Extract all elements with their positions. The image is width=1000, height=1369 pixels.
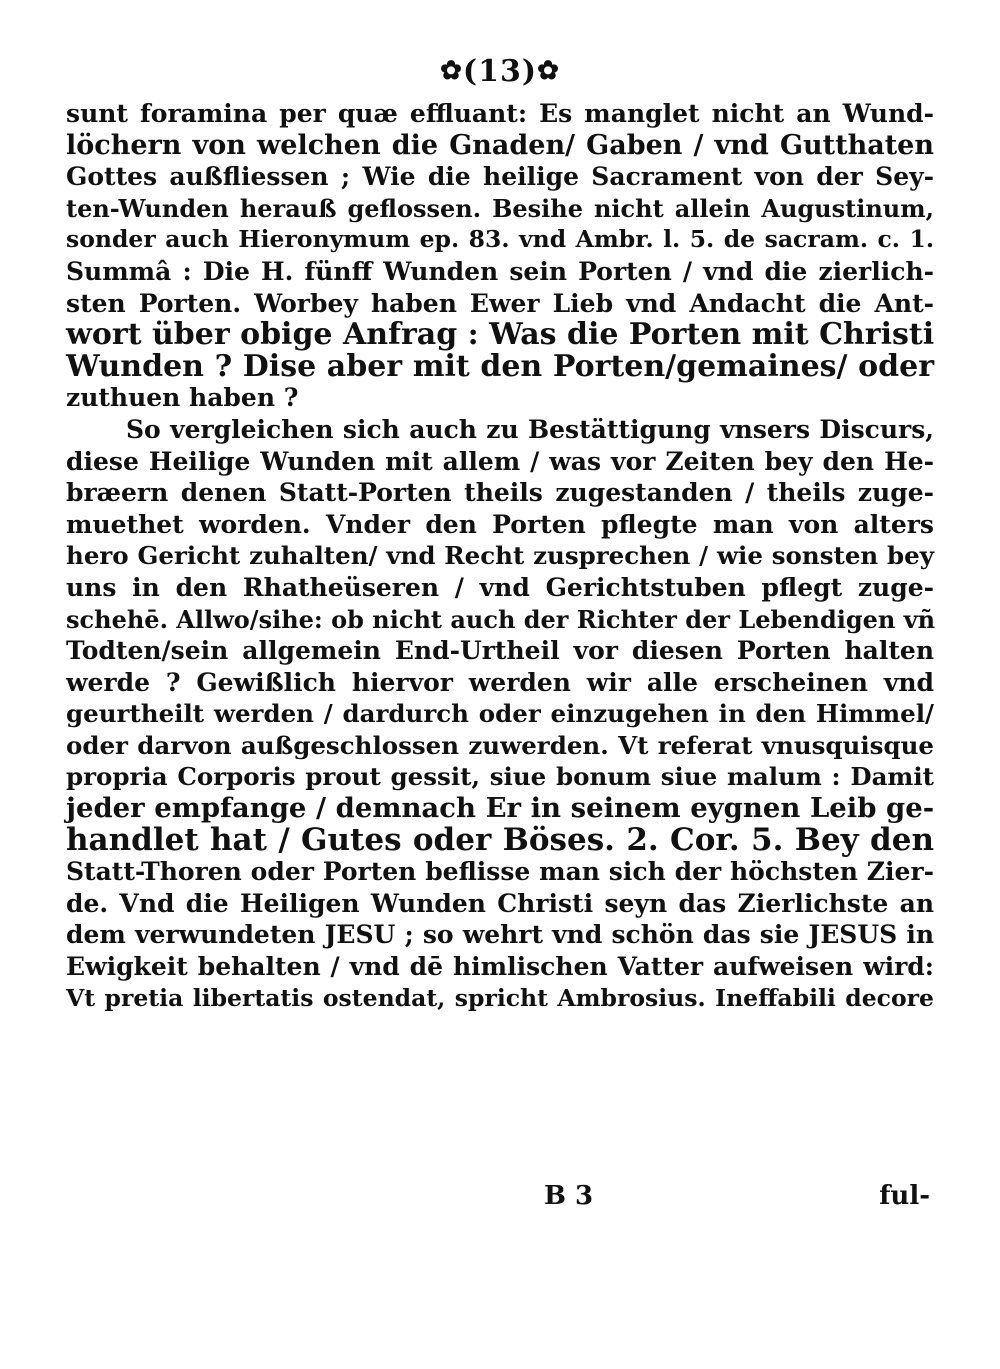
text-line: handlet hat / Gutes oder Böses. 2. Cor. 5. Bey den [66,821,934,858]
text-line: dem verwundeten JESU ; so wehrt vnd schön das sie JESUS in [66,920,934,950]
text-line: bræern denen Statt-Porten theils zugestanden / theils zuge- [66,478,934,508]
text-line: uns in den Rhatheüseren / vnd Gerichtstuben pflegt zuge- [66,572,934,602]
page-header [0,52,1000,89]
page-number: (13) [462,53,538,89]
text-line: Wunden ? Dise aber mit den Porten/gemaines/ oder [66,348,934,384]
page-footer [66,1181,934,1217]
text-line: sunt foramina per quæ effluant: Es manglet nicht an Wund- [66,99,934,128]
text-line: diese Heilige Wunden mit allem / was vor Zeiten bey den He- [66,446,934,476]
text-line: ten-Wunden herauß geflossen. Besihe nicht allein Augustinum, [66,193,934,223]
text-line: de. Vnd die Heiligen Wunden Christi seyn das Zierlichste an [66,888,934,918]
text-line: propria Corporis prout gessit, siue bonum siue malum : Damit [66,762,934,792]
text-line: geurtheilt werden / dardurch oder einzugehen in den Himmel/ [66,699,934,729]
text-line: So vergleichen sich auch zu Bestättigung vnsers Discurs, [126,414,934,444]
flower-ornament-left-icon: ✿ [440,56,463,86]
signature-mark: B 3 [544,1181,594,1211]
text-line: Ewigkeit behalten / vnd dē himlischen Vatter aufweisen wird: [66,952,934,982]
catchword: ful- [879,1181,930,1211]
text-line: Summâ : Die H. fünff Wunden sein Porten / vnd die zierlich- [66,256,934,286]
text-line: werde ? Gewißlich hiervor werden wir alle erscheinen vnd [66,667,934,697]
text-line: sten Porten. Worbey haben Ewer Lieb vnd Andacht die Ant- [66,288,934,318]
text-line: löchern von welchen die Gnaden/ Gaben / vnd Gutthaten [66,129,934,161]
text-line: Vt pretia libertatis ostendat, spricht Ambrosius. Ineffabili decore [66,983,934,1012]
text-line: sonder auch Hieronymum ep. 83. vnd Ambr. l. 5. de sacram. c. 1. [66,225,934,254]
text-line: jeder empfange / demnach Er in seinem eygnen Leib ge- [66,792,935,825]
text-line: Todten/sein allgemein End-Urtheil vor diesen Porten halten [66,636,934,666]
text-line: muethet worden. Vnder den Porten pflegte man von alters [66,509,934,539]
text-line: wort über obige Anfrag : Was die Porten mit Christi [66,317,935,353]
text-block [66,98,934,1014]
text-line: oder darvon außgeschlossen zuwerden. Vt referat vnusquisque [66,730,934,760]
flower-ornament-right-icon: ✿ [537,56,560,86]
text-line: hero Gericht zuhalten/ vnd Recht zusprechen / wie sonsten bey [66,541,934,571]
text-line: Gottes außfliessen ; Wie die heilige Sacrament von der Sey- [66,162,934,192]
text-line: schehē. Allwo/sihe: ob nicht auch der Richter der Lebendigen vñ [66,604,936,634]
text-line: zuthuen haben ? [66,383,299,413]
text-line: Statt-Thoren oder Porten beflisse man sich der höchsten Zier- [66,857,934,887]
